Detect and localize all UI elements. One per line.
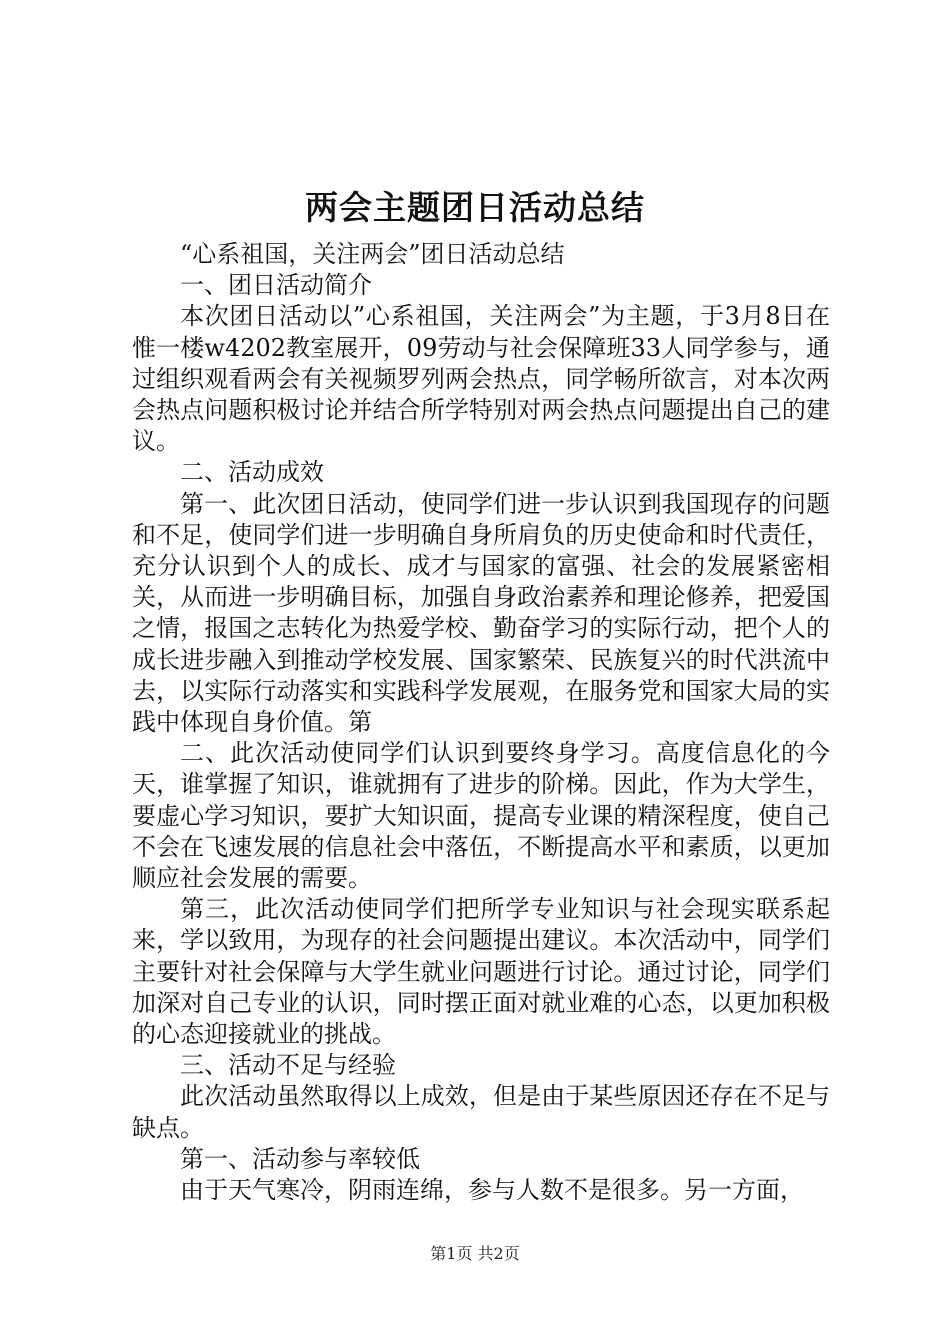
section-heading-results: 二、活动成效 bbox=[180, 458, 324, 487]
paragraph-result-third: 第三，此次活动使同学们把所学专业知识与社会现实联系起来，学以致用，为现存的社会问题提出建议。本次活动中，同学们主要针对社会保障与大学生就业问题进行讨论。通过讨论，同学们加深对自己专业的认识，同时摆正面对就业难的心态，以更加积极的心态迎接就业的挑战。 bbox=[132, 895, 830, 1049]
subtitle-line: “心系祖国，关注两会”团日活动总结 bbox=[180, 240, 565, 268]
section-heading-intro: 一、团日活动简介 bbox=[180, 271, 372, 300]
section-heading-shortcomings: 三、活动不足与经验 bbox=[180, 1051, 396, 1080]
paragraph-intro: 本次团日活动以”心系祖国，关注两会”为主题，于3月8日在惟一楼w4202教室展开，09劳动与社会保障班33人同学参与，通过组织观看两会有关视频罗列两会热点，同学畅所欲言，对本次两会热点问题积极讨论并结合所学特别对两会热点问题提出自己的建议。 bbox=[132, 302, 830, 456]
document-body bbox=[132, 239, 830, 1206]
paragraph-result-second: 二、此次活动使同学们认识到要终身学习。高度信息化的今天，谁掌握了知识，谁就拥有了进步的阶梯。因此，作为大学生，要虚心学习知识，要扩大知识面，提高专业课的精深程度，使自己不会在飞速发展的信息社会中落伍，不断提高水平和素质，以更加顺应社会发展的需要。 bbox=[132, 739, 830, 893]
paragraph-shortcomings: 此次活动虽然取得以上成效，但是由于某些原因还存在不足与缺点。 bbox=[132, 1082, 830, 1142]
paragraph-participation: 由于天气寒冷，阴雨连绵，参与人数不是很多。另一方面， bbox=[180, 1176, 804, 1205]
page-footer: 第1页 共2页 bbox=[430, 1244, 520, 1263]
subheading-participation: 第一、活动参与率较低 bbox=[180, 1144, 420, 1173]
paragraph-result-first: 第一、此次团日活动，使同学们进一步认识到我国现存的问题和不足，使同学们进一步明确自身所肩负的历史使命和时代责任，充分认识到个人的成长、成才与国家的富强、社会的发展紧密相关，从而进一步明确目标，加强自身政治素养和理论修养，把爱国之情，报国之志转化为热爱学校、勤奋学习的实际行动，把个人的成长进步融入到推动学校发展、国家繁荣、民族复兴的时代洪流中去，以实际行动落实和实践科学发展观，在服务党和国家大局的实践中体现自身价值。第 bbox=[132, 489, 830, 737]
document-title: 两会主题团日活动总结 bbox=[305, 188, 645, 227]
